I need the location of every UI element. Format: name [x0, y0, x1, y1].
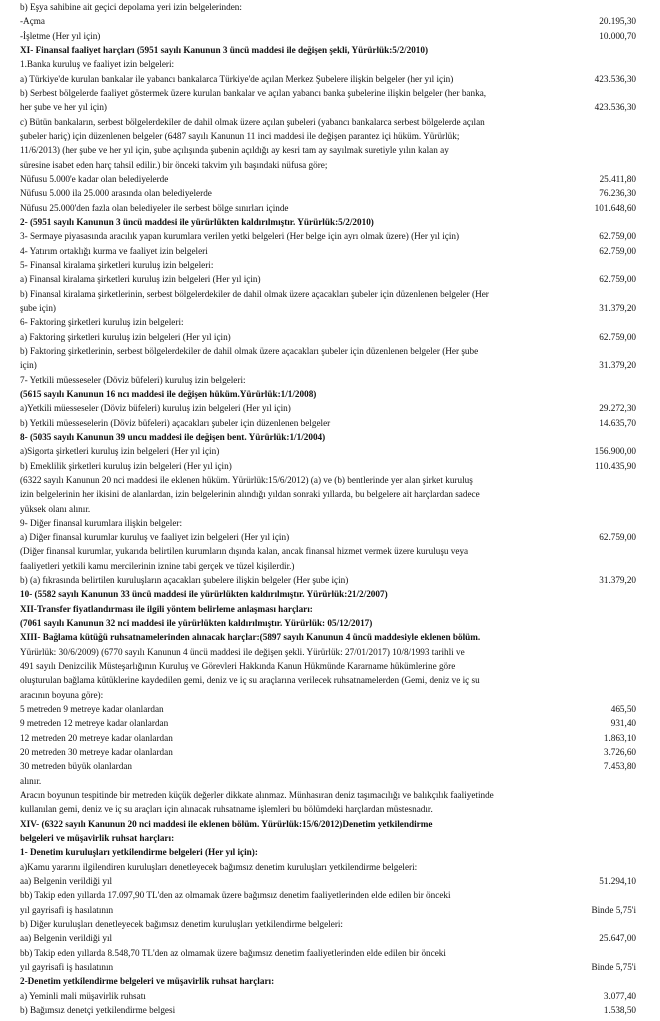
text-line: [20, 733, 636, 744]
line-text: 4- Yatırım ortaklığı kurma ve faaliyet izin belgeleri: [20, 245, 208, 256]
text-line: [20, 260, 636, 271]
line-text: XII-Transfer fiyatlandırması ile ilgili yöntem belirleme anlaşması harçları:: [20, 603, 313, 614]
line-amount: 1.863,10: [603, 732, 636, 743]
line-text: a)Sigorta şirketleri kuruluş izin belgeleri (Her yıl için): [20, 446, 220, 457]
text-line: [20, 546, 636, 557]
text-line: [20, 174, 636, 185]
text-line: [20, 432, 636, 443]
text-line: [20, 418, 636, 429]
text-line: [20, 962, 636, 973]
text-line: [20, 360, 636, 371]
text-line: [20, 489, 636, 500]
line-amount: 25.647,00: [599, 933, 636, 944]
line-text: b) Yetkili müesseselerin (Döviz büfeleri) açacakları şubeler için düzenlenen belgeler: [20, 417, 331, 428]
line-text: kullanılan gemi, deniz ve iç su araçları için alınacak ruhsatname işlemleri bu bölümdeki harçlardan müstesnadır.: [20, 804, 433, 815]
text-line: [20, 117, 636, 128]
line-text: 12 metreden 20 metreye kadar olanlardan: [20, 732, 173, 743]
text-line: [20, 504, 636, 515]
line-text: b) Eşya sahibine ait geçici depolama yeri izin belgelerinden:: [20, 2, 242, 12]
text-line: [20, 203, 636, 214]
text-line: [20, 332, 636, 343]
line-text: b) Finansal kiralama şirketlerinin, serbest bölgelerdekiler de dahil olmak üzere açacakları şubeler için düzenlenen belgeler (Her: [20, 288, 489, 299]
line-text: yüksek olanı alınır.: [20, 503, 91, 514]
line-amount: 110.435,90: [594, 460, 636, 471]
line-amount: Binde 5,75'i: [591, 904, 636, 915]
line-text: 1.Banka kuruluş ve faaliyet izin belgeleri:: [20, 59, 175, 70]
text-line: [20, 303, 636, 314]
line-text: XIII- Bağlama kütüğü ruhsatnamelerinden alınacak harçlar:(5897 sayılı Kanunun 4 üncü maddesiyle eklenen bölüm.: [20, 632, 481, 643]
text-line: [20, 761, 636, 772]
text-line: [20, 102, 636, 113]
line-text: 9- Diğer finansal kurumlara ilişkin belgeler:: [20, 517, 183, 528]
line-text: (5615 sayılı Kanunun 16 ncı maddesi ile değişen hüküm.Yürürlük:1/1/2008): [20, 388, 317, 399]
text-line: [20, 74, 636, 85]
line-amount: 1.538,50: [603, 1005, 636, 1015]
text-line: [20, 561, 636, 572]
line-text: XIV- (6322 sayılı Kanunun 20 nci maddesi ile eklenen bölüm. Yürürlük:15/6/2012)Denetim yetkilendirme: [20, 818, 433, 829]
line-text: Nüfusu 5.000'e kadar olan belediyelerde: [20, 173, 169, 184]
text-line: [20, 31, 636, 42]
text-line: [20, 317, 636, 328]
text-line: [20, 145, 636, 156]
line-text: 10- (5582 sayılı Kanunun 33 üncü maddesi ile yürürlükten kaldırılmıştır. Yürürlük:21/2/2007): [20, 589, 388, 600]
line-text: yıl gayrisafi iş hasılatının: [20, 962, 114, 972]
text-line: [20, 675, 636, 686]
line-amount: Binde 5,75'i: [591, 962, 636, 972]
line-amount: 156.900,00: [594, 446, 636, 457]
line-text: için): [20, 360, 37, 371]
text-line: [20, 618, 636, 629]
line-text: aa) Belgenin verildiği yıl: [20, 933, 113, 944]
text-line: [20, 461, 636, 472]
line-text: Aracın boyunun tespitinde bir metreden küçük değerler dikkate alınmaz. Münhasıran deniz taşımacılığı ve balıkçılık faaliyetinde: [20, 790, 494, 801]
text-line: [20, 217, 636, 228]
line-text: b) (a) fıkrasında belirtilen kuruluşların açacakları şubelere ilişkin belgeler (Her şube için): [20, 575, 349, 586]
line-amount: 423.536,30: [594, 102, 636, 113]
line-amount: 20.195,30: [599, 16, 636, 27]
line-text: 3- Sermaye piyasasında aracılık yapan kurumlara verilen yetki belgeleri (Her belge için ayrı olmak üzere) (Her yıl için): [20, 231, 460, 242]
line-text: (6322 sayılı Kanunun 20 nci maddesi ile eklenen hüküm. Yürürlük:15/6/2012) (a) ve (b) bentlerinde yer alan şirket kuruluş: [20, 474, 473, 485]
line-text: 5- Finansal kiralama şirketleri kuruluş izin belgeleri:: [20, 259, 214, 270]
line-text: 20 metreden 30 metreye kadar olanlardan: [20, 747, 173, 758]
line-text: alınır.: [20, 775, 42, 786]
line-text: 9 metreden 12 metreye kadar olanlardan: [20, 718, 169, 729]
line-text: aracının boyuna göre):: [20, 689, 104, 700]
text-line: [20, 1005, 636, 1016]
text-line: [20, 274, 636, 285]
line-text: yıl gayrisafi iş hasılatının: [20, 904, 114, 915]
text-line: [20, 933, 636, 944]
line-amount: 62.759,00: [599, 231, 636, 242]
text-line: [20, 776, 636, 787]
line-text: 2-Denetim yetkilendirme belgeleri ve müşavirlik ruhsat harçları:: [20, 976, 275, 987]
text-line: [20, 131, 636, 142]
line-amount: 3.726,60: [603, 747, 636, 758]
text-line: [20, 833, 636, 844]
line-text: faaliyetleri yetkili kamu mercilerinin iznine tabi gerçek ve tüzel kişilerdir.): [20, 560, 295, 571]
text-line: [20, 231, 636, 242]
text-line: [20, 604, 636, 615]
text-line: [20, 890, 636, 901]
line-amount: 76.236,30: [599, 188, 636, 199]
line-amount: 423.536,30: [594, 73, 636, 84]
line-text: a)Kamu yararını ilgilendiren kuruluşları denetleyecek bağımsız denetim kuruluşları yetkilendirme belgeleri:: [20, 861, 418, 872]
text-line: [20, 905, 636, 916]
text-line: [20, 790, 636, 801]
line-text: 7- Yetkili müesseseler (Döviz büfeleri) kuruluş izin belgeleri:: [20, 374, 246, 385]
line-text: şubeler hariç) için düzenlenen belgeler (6487 sayılı Kanunun 11 inci maddesi ile değişen parantez içi hüküm. Yürürlük;: [20, 130, 460, 141]
text-line: [20, 718, 636, 729]
line-text: şube için): [20, 302, 56, 313]
line-text: bb) Takip eden yıllarda 8.548,70 TL'den az olmamak üzere bağımsız denetim faaliyetlerinden elde edilen bir önceki: [20, 947, 446, 958]
text-line: [20, 289, 636, 300]
text-line: [20, 575, 636, 586]
text-line: [20, 246, 636, 257]
line-text: a) Yeminli mali müşavirlik ruhsatı: [20, 990, 146, 1001]
text-line: [20, 661, 636, 672]
line-text: 5 metreden 9 metreye kadar olanlardan: [20, 704, 164, 715]
line-text: -Açma: [20, 16, 45, 27]
line-text: XI- Finansal faaliyet harçları (5951 sayılı Kanunun 3 üncü maddesi ile değişen şekli, Yürürlük:5/2/2010): [20, 44, 429, 55]
line-text: Nüfusu 25.000'den fazla olan belediyeler ile serbest bölge sınırları içinde: [20, 202, 289, 213]
text-line: [20, 819, 636, 830]
text-line: [20, 16, 636, 27]
text-line: [20, 518, 636, 529]
line-amount: 31.379,20: [599, 302, 636, 313]
line-text: b) Faktoring şirketlerinin, serbest bölgelerdekiler de dahil olmak üzere açacakları şubeler için düzenlenen belgeler (Her şube: [20, 345, 479, 356]
line-text: a) Türkiye'de kurulan bankalar ile yabancı bankalarca Türkiye'de açılan Merkez Şubelere ilişkin belgeler (her yıl için): [20, 73, 454, 84]
line-text: 11/6/2013) (her şube ve her yıl için, şube açılışında şubenin açıldığı ay kesri tam ay sayılmak suretiyle yılın kalan ay: [20, 145, 449, 156]
text-line: [20, 948, 636, 959]
line-amount: 25.411,80: [599, 173, 636, 184]
text-line: [20, 88, 636, 99]
text-line: [20, 532, 636, 543]
text-line: [20, 747, 636, 758]
line-text: (7061 sayılı Kanunun 32 nci maddesi ile yürürlükten kaldırılmıştır. Yürürlük: 05/12/2017): [20, 618, 373, 629]
text-line: [20, 919, 636, 930]
line-amount: 62.759,00: [599, 331, 636, 342]
text-line: [20, 690, 636, 701]
line-text: 2- (5951 sayılı Kanunun 3 üncü maddesi ile yürürlükten kaldırılmıştır. Yürürlük:5/2/2010): [20, 216, 374, 227]
line-amount: 14.635,70: [599, 417, 636, 428]
line-text: 30 metreden büyük olanlardan: [20, 761, 132, 772]
text-line: [20, 160, 636, 171]
line-text: b) Diğer kuruluşları denetleyecek bağımsız denetim kuruluşları yetkilendirme belgeleri:: [20, 919, 343, 930]
line-text: Nüfusu 5.000 ila 25.000 arasında olan belediyelerde: [20, 188, 212, 199]
line-text: 8- (5035 sayılı Kanunun 39 uncu maddesi ile değişen bent. Yürürlük:1/1/2004): [20, 431, 326, 442]
line-amount: 62.759,00: [599, 532, 636, 543]
line-text: a) Diğer finansal kurumlar kuruluş ve faaliyet izin belgeleri (Her yıl için): [20, 532, 290, 543]
text-line: [20, 446, 636, 457]
line-text: c) Bütün bankaların, serbest bölgelerdekiler de dahil olmak üzere açılan şubeleri (yabancı bankalarca serbest bölgelerde açılan: [20, 116, 485, 127]
line-amount: 62.759,00: [599, 274, 636, 285]
text-line: [20, 2, 636, 13]
line-amount: 3.077,40: [603, 990, 636, 1001]
line-text: süresine isabet eden harç tahsil edilir.) bir önceki takvim yılı başındaki nüfusa göre;: [20, 159, 328, 170]
line-amount: 465,50: [610, 704, 636, 715]
line-amount: 7.453,80: [603, 761, 636, 772]
text-line: [20, 346, 636, 357]
text-line: [20, 59, 636, 70]
line-text: her şube ve her yıl için): [20, 102, 107, 113]
line-text: a) Faktoring şirketleri kuruluş izin belgeleri (Her yıl için): [20, 331, 231, 342]
line-amount: 10.000,70: [599, 30, 636, 41]
text-line: [20, 188, 636, 199]
line-amount: 931,40: [610, 718, 636, 729]
line-text: belgeleri ve müşavirlik ruhsat harçları:: [20, 833, 175, 844]
line-text: bb) Takip eden yıllarda 17.097,90 TL'den az olmamak üzere bağımsız denetim faaliyetlerinden elde edilen bir önceki: [20, 890, 451, 901]
line-text: izin belgelerinin her ikisini de alanlardan, izin belgelerinin alındığı yıldan sonraki yıllarda, bu belgelere ait harçlardan sadece: [20, 489, 480, 500]
text-line: [20, 976, 636, 987]
line-text: a) Finansal kiralama şirketleri kuruluş izin belgeleri (Her yıl için): [20, 274, 261, 285]
text-line: [20, 647, 636, 658]
line-text: oluşturulan bağlama kütüklerine kaydedilen gemi, deniz ve iç su araçlarına verilecek ruhsatnamelerden (Gemi, deniz ve iç su: [20, 675, 480, 686]
line-text: a)Yetkili müesseseler (Döviz büfeleri) kuruluş izin belgeleri (Her yıl için): [20, 403, 291, 414]
line-text: 1- Denetim kuruluşları yetkilendirme belgeleri (Her yıl için):: [20, 847, 258, 858]
line-amount: 31.379,20: [599, 575, 636, 586]
line-text: b) Bağımsız denetçi yetkilendirme belgesi: [20, 1005, 176, 1015]
text-line: [20, 389, 636, 400]
text-line: [20, 862, 636, 873]
line-amount: 29.272,30: [599, 403, 636, 414]
line-text: 491 sayılı Denizcilik Müsteşarlığının Kuruluş ve Görevleri Hakkında Kanun Hükmünde Kararname hükümlerine göre: [20, 661, 456, 672]
text-line: [20, 847, 636, 858]
text-line: [20, 704, 636, 715]
line-text: (Diğer finansal kurumlar, yukarıda belirtilen kurumların dışında kalan, ancak finansal hizmet vermek üzere kuruluşu veya: [20, 546, 469, 557]
text-line: [20, 403, 636, 414]
text-line: [20, 45, 636, 56]
line-text: b) Serbest bölgelerde faaliyet göstermek üzere kurulan bankalar ve açılan yabancı banka şubelerine ilişkin belgeler (her banka,: [20, 87, 487, 98]
line-text: -İşletme (Her yıl için): [20, 30, 101, 41]
text-line: [20, 804, 636, 815]
line-amount: 62.759,00: [599, 245, 636, 256]
line-text: aa) Belgenin verildiği yıl: [20, 876, 113, 887]
text-line: [20, 589, 636, 600]
text-line: [20, 876, 636, 887]
line-text: Yürürlük: 30/6/2009) (6770 sayılı Kanunun 4 üncü maddesi ile değişen şekli. Yürürlük: 27/01/2017) 10/8/1993 tarihli ve: [20, 646, 465, 657]
text-line: [20, 375, 636, 386]
line-text: 6- Faktoring şirketleri kuruluş izin belgeleri:: [20, 317, 184, 328]
line-amount: 101.648,60: [594, 202, 636, 213]
line-amount: 51.294,10: [599, 876, 636, 887]
line-text: b) Emeklilik şirketleri kuruluş izin belgeleri (Her yıl için): [20, 460, 232, 471]
text-line: [20, 475, 636, 486]
text-line: [20, 991, 636, 1002]
text-line: [20, 632, 636, 643]
line-amount: 31.379,20: [599, 360, 636, 371]
